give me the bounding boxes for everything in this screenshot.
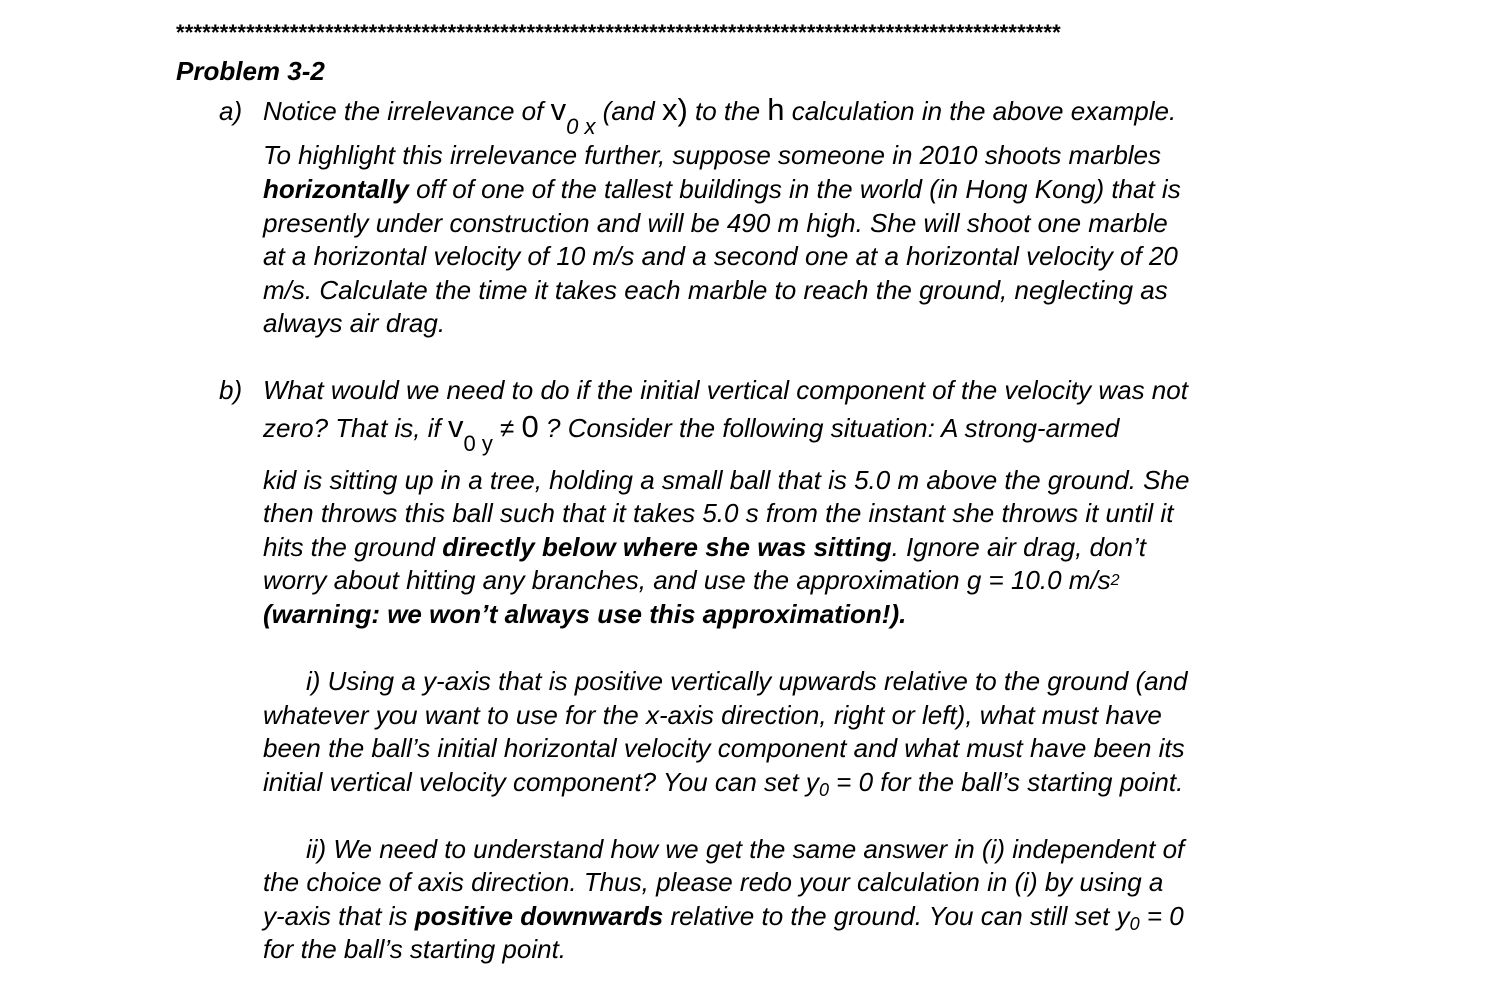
- part-a-line-4: presently under construction and will be 490 m high. She will shoot one marble: [263, 208, 1168, 238]
- part-b-line-6: worry about hitting any branches, and use the approximation g = 10.0 $m/s^2$: [263, 565, 1120, 595]
- x-symbol: x): [661, 92, 688, 127]
- part-b-line-5: hits the ground directly below where she was sitting. Ignore air drag, don’t: [263, 532, 1146, 562]
- not-equal-symbol: ≠: [492, 413, 522, 443]
- part-ii-line-3: y-axis that is positive downwards relative to the ground. You can still set y0 = 0: [263, 901, 1184, 934]
- problem-title: Problem 3-2: [176, 56, 325, 86]
- part-i-line-4: initial vertical velocity component? You can set y0 = 0 for the ball’s starting point.: [263, 767, 1184, 800]
- part-ii-line-4: for the ball’s starting point.: [263, 934, 567, 964]
- part-a-line-2: To highlight this irrelevance further, suppose someone in 2010 shoots marbles: [263, 140, 1162, 170]
- part-b-line-2: zero? That is, if $v_{0 y} \ne 0$ ? Consider the following situation: A strong-armed: [263, 409, 1120, 456]
- part-b-line-4: then throws this ball such that it takes 5.0 s from the instant she throws it until it: [263, 498, 1174, 528]
- part-b-label: b): [219, 375, 243, 405]
- velocity-symbol: v: [447, 409, 464, 444]
- part-i-line-3: been the ball’s initial horizontal velocity component and what must have been its: [263, 733, 1185, 763]
- part-a-line-3: horizontally off of one of the tallest buildings in the world (in Hong Kong) that is: [263, 174, 1181, 204]
- velocity-subscript: 0 x: [566, 114, 596, 139]
- part-a-line-1: Notice the irrelevance of $v_{0 x}$ (and x) to the h calculation in the above example.: [263, 92, 1177, 139]
- part-a-line-7: always air drag.: [263, 308, 446, 338]
- part-i-line-2: whatever you want to use for the x-axis direction, right or left), what must have: [263, 700, 1162, 730]
- h-symbol: h: [767, 92, 785, 127]
- subscript-zero: 0: [1129, 914, 1140, 934]
- part-b-line-3: kid is sitting up in a tree, holding a small ball that is 5.0 m above the ground. She: [263, 465, 1190, 495]
- part-b-line-1: What would we need to do if the initial vertical component of the velocity was not: [263, 375, 1188, 405]
- part-a-line-6: m/s. Calculate the time it takes each marble to reach the ground, neglecting as: [263, 275, 1168, 305]
- exponent: 2: [1110, 572, 1120, 589]
- part-b-line-7: (warning: we won’t always use this approximation!).: [263, 599, 907, 629]
- subscript-zero: 0: [818, 780, 829, 800]
- part-a-line-5: at a horizontal velocity of 10 m/s and a second one at a horizontal velocity of 20: [263, 241, 1178, 271]
- part-a-label: a): [219, 96, 243, 126]
- velocity-symbol: v: [550, 92, 567, 127]
- separator-line: *****************************************************************************************************: [176, 20, 1061, 45]
- velocity-subscript: 0 y: [463, 431, 493, 456]
- part-ii-line-2: the choice of axis direction. Thus, please redo your calculation in (i) by using a: [263, 867, 1164, 897]
- part-i-line-1: i) Using a y-axis that is positive vertically upwards relative to the ground (and: [306, 666, 1188, 696]
- part-ii-line-1: ii) We need to understand how we get the same answer in (i) independent of: [306, 834, 1185, 864]
- zero-symbol: 0: [521, 409, 539, 444]
